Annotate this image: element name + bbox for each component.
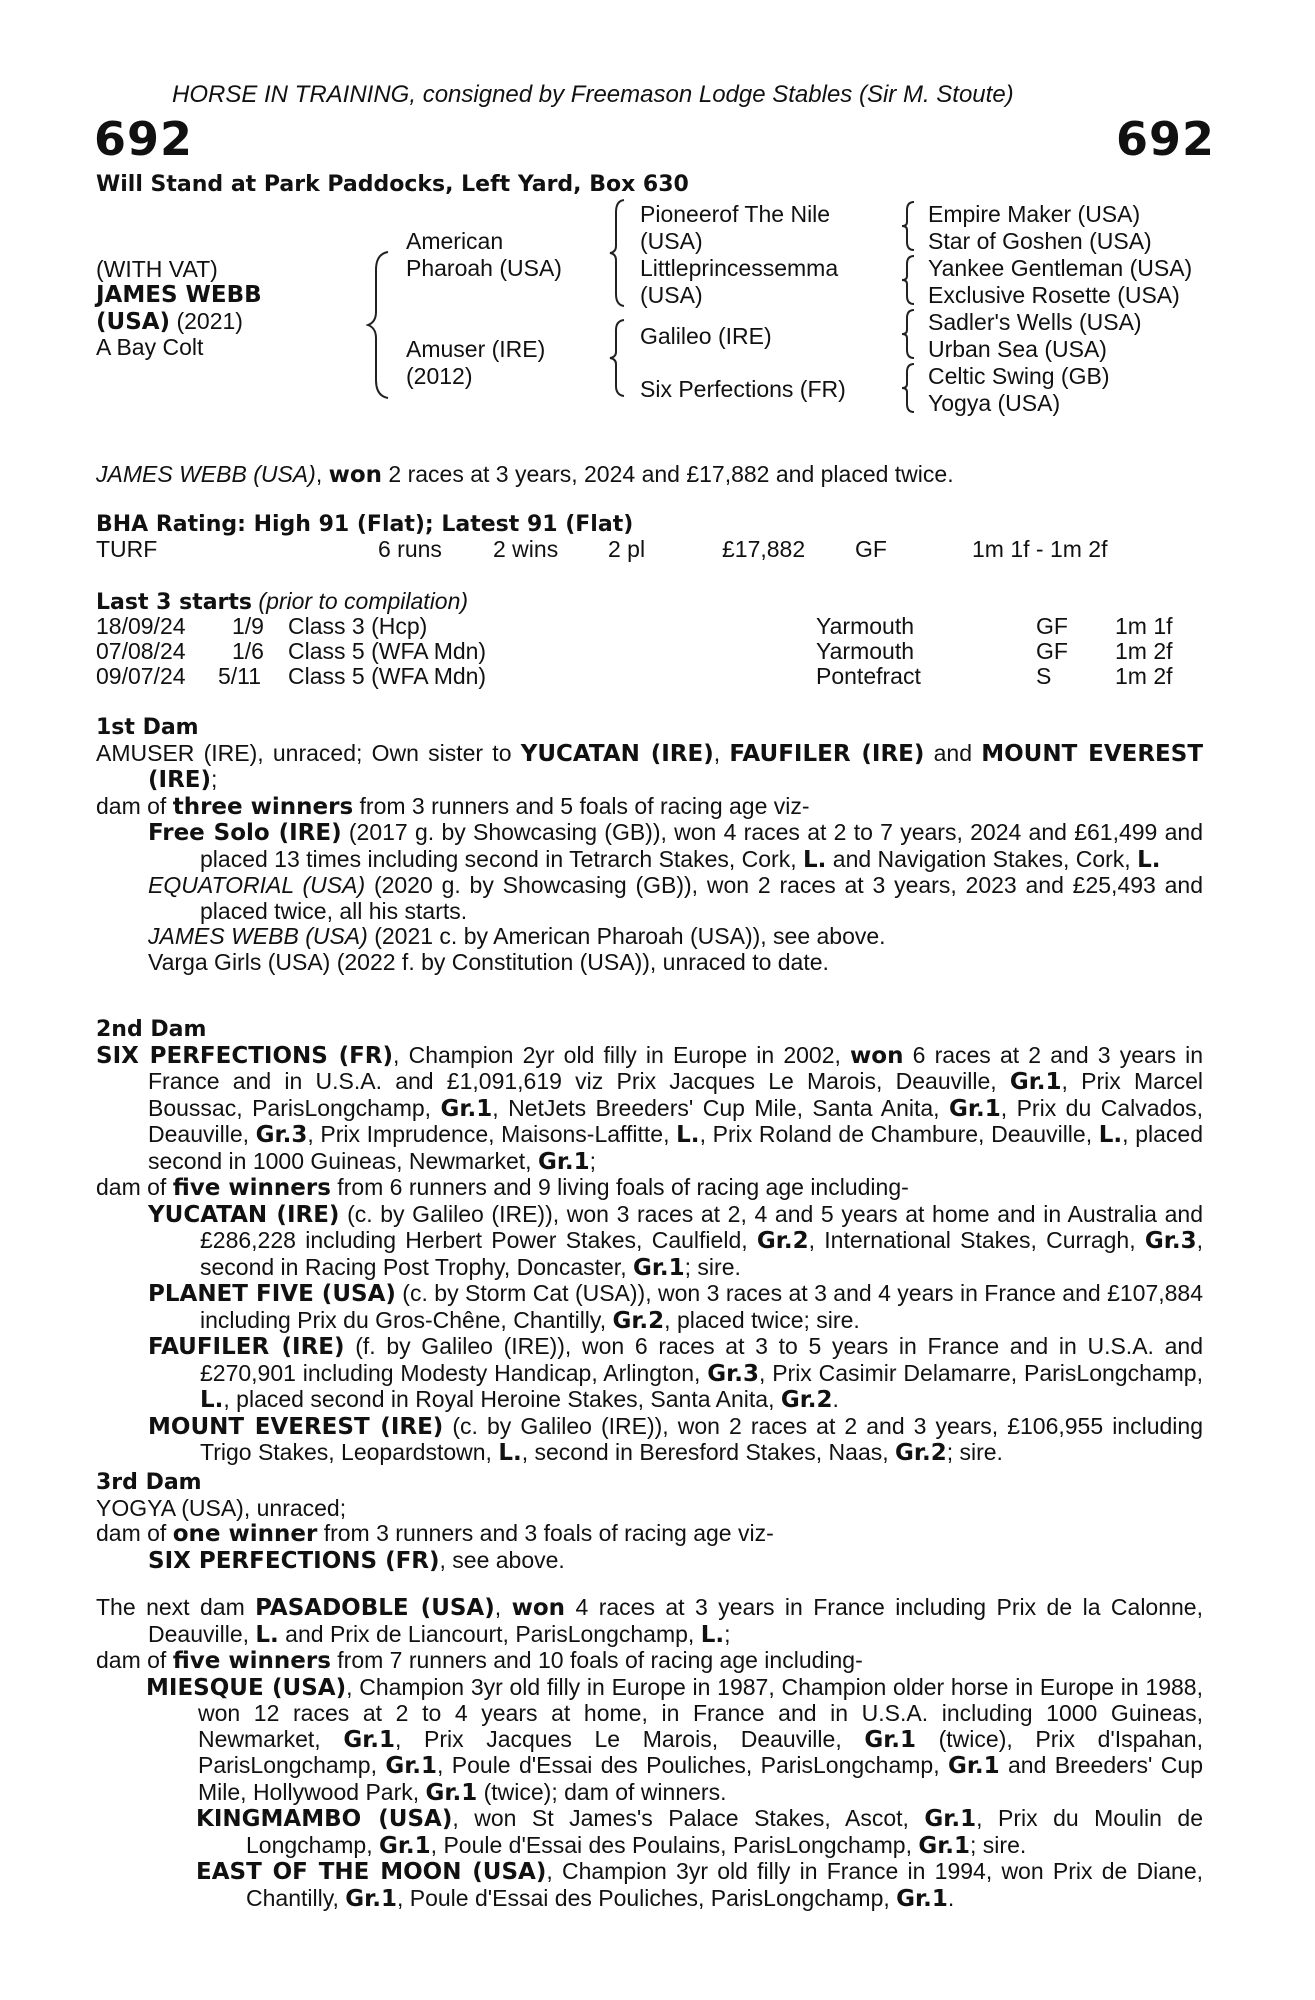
rating-going: GF xyxy=(855,536,887,562)
horse-year: (2021) xyxy=(176,308,243,334)
sire-name-line1: American xyxy=(406,228,504,254)
pedigree-brace-main xyxy=(366,250,396,400)
dds: Celtic Swing (GB) xyxy=(928,363,1110,389)
stand-location: Will Stand at Park Paddocks, Left Yard, Box 630 xyxy=(96,172,689,197)
produce-mount-everest: MOUNT EVEREST (IRE) (c. by Galileo (IRE)), won 2 races at 2 and 3 years, £106,955 including Trigo Stakes, Leopardstown, L., second in Beresford Stakes, Naas, Gr.2; sire. xyxy=(148,1412,1203,1466)
start-going: GF xyxy=(1036,613,1068,639)
produce-equatorial: EQUATORIAL (USA) (2020 g. by Showcasing (GB)), won 2 races at 3 years, 2023 and £25,493 and placed twice, all his starts. xyxy=(148,872,1204,924)
horse-description: A Bay Colt xyxy=(96,334,204,360)
rating-wins: 2 wins xyxy=(493,536,559,562)
next-dam-produce-summary: dam of five winners from 7 runners and 10 foals of racing age including- xyxy=(96,1647,863,1674)
winner-count: one winner xyxy=(172,1521,318,1547)
start-race: Class 5 (WFA Mdn) xyxy=(288,638,487,664)
sibling-faufiler: FAUFILER (IRE) xyxy=(729,740,925,767)
start-dist: 1m 1f xyxy=(1115,613,1173,639)
second-dam-heading: 2nd Dam xyxy=(96,1017,207,1042)
winner-count: five winners xyxy=(172,1648,331,1674)
produce-kingmambo: KINGMAMBO (USA), won St James's Palace Stakes, Ascot, Gr.1, Prix du Moulin de Longchamp, Gr.1, Poule d'Essai des Poulains, ParisLongchamp, Gr.1; sire. xyxy=(196,1805,1203,1859)
start-pos: 5/11 xyxy=(218,663,262,689)
pedigree-brace-6 xyxy=(900,362,918,414)
sire-sire-line1: Pioneerof The Nile xyxy=(640,201,831,227)
second-dam-produce-summary: dam of five winners from 6 runners and 9 living foals of racing age including- xyxy=(96,1174,909,1201)
first-dam-section xyxy=(96,715,1203,975)
produce-name: KINGMAMBO (USA) xyxy=(196,1806,453,1832)
first-dam-intro: AMUSER (IRE), unraced; Own sister to YUCATAN (IRE), FAUFILER (IRE) and MOUNT EVEREST (IRE); xyxy=(96,739,1204,793)
produce-name: YUCATAN (IRE) xyxy=(148,1201,340,1228)
lot-number-left: 692 xyxy=(94,112,194,166)
bha-rating: BHA Rating: High 91 (Flat); Latest 91 (Flat) xyxy=(96,512,634,537)
produce-miesque: MIESQUE (USA), Champion 3yr old filly in Europe in 1987, Champion older horse in Europe in 1988, won 12 races at 2 to 4 years at home, in France and in U.S.A. including 1000 Guineas, Newmarket, Gr.1, Prix Jacques Le Marois, Deauville, Gr.1 (twice), Prix d'Ispahan, ParisLongchamp, Gr.1, Poule d'Essai des Pouliches, ParisLongchamp, Gr.1 and Breeders' Cup Mile, Hollywood Park, Gr.1 (twice); dam of winners. xyxy=(146,1673,1203,1806)
sss: Empire Maker (USA) xyxy=(928,201,1141,227)
horse-country: (USA) xyxy=(96,309,171,335)
summary-name: JAMES WEBB (USA) xyxy=(96,461,316,487)
rating-placed: 2 pl xyxy=(608,536,646,562)
first-dam-intro-text: AMUSER (IRE), unraced; Own sister to xyxy=(96,739,521,766)
dss: Sadler's Wells (USA) xyxy=(928,309,1142,335)
dam-dam: Six Perfections (FR) xyxy=(640,376,846,402)
sire-dam-line1: Littleprincessemma xyxy=(640,255,839,281)
second-dam-section xyxy=(96,1017,1203,1467)
third-dam-heading: 3rd Dam xyxy=(96,1470,202,1495)
first-dam-heading: 1st Dam xyxy=(96,715,199,740)
start-race: Class 5 (WFA Mdn) xyxy=(288,663,487,689)
third-dam-intro: YOGYA (USA), unraced; xyxy=(96,1494,347,1521)
dam-name-line2: (2012) xyxy=(406,363,473,389)
last-starts-heading xyxy=(96,589,468,616)
sire-sire-line2: (USA) xyxy=(640,228,703,254)
ddd: Yogya (USA) xyxy=(928,390,1061,416)
winner-count: three winners xyxy=(172,793,354,820)
sdd: Exclusive Rosette (USA) xyxy=(928,282,1180,308)
sibling-mount-everest: MOUNT EVEREST (IRE) xyxy=(148,740,1204,793)
start-dist: 1m 2f xyxy=(1115,663,1173,689)
horse-name: JAMES WEBB xyxy=(96,282,262,308)
produce-varga-girls: Varga Girls (USA) (2022 f. by Constitution (USA)), unraced to date. xyxy=(148,948,829,975)
third-dam-section xyxy=(96,1470,1203,1574)
vat-note: (WITH VAT) xyxy=(96,256,218,282)
second-dam-intro: SIX PERFECTIONS (FR), Champion 2yr old filly in Europe in 2002, won 6 races at 2 and 3 years in France and in U.S.A. and £1,091,619 viz Prix Jacques Le Marois, Deauville, Gr.1, Prix Marcel Boussac, ParisLongchamp, Gr.1, NetJets Breeders' Cup Mile, Santa Anita, Gr.1, Prix du Calvados, Deauville, Gr.3, Prix Imprudence, Maisons-Laffitte, L., Prix Roland de Chambure, Deauville, L., placed second in 1000 Guineas, Newmarket, Gr.1; xyxy=(96,1041,1204,1175)
lot-number-right: 692 xyxy=(1116,112,1216,166)
sire-name-line2: Pharoah (USA) xyxy=(406,255,562,281)
produce-east-of-the-moon: EAST OF THE MOON (USA), Champion 3yr old filly in France in 1994, won Prix de Diane, Chantilly, Gr.1, Poule d'Essai des Pouliches, ParisLongchamp, Gr.1. xyxy=(196,1858,1204,1912)
start-going: S xyxy=(1036,663,1052,689)
rating-surface: TURF xyxy=(96,536,158,562)
consignment-line: HORSE IN TRAINING, consigned by Freemason Lodge Stables (Sir M. Stoute) xyxy=(172,81,1014,108)
produce-james-webb: JAMES WEBB (USA) (2021 c. by American Pharoah (USA)), see above. xyxy=(148,923,886,949)
start-date: 09/07/24 xyxy=(96,663,186,689)
dam-sire: Galileo (IRE) xyxy=(640,323,772,349)
pedigree-brace-dam xyxy=(608,318,628,398)
race-summary: JAMES WEBB (USA), won 2 races at 3 years, 2024 and £17,882 and placed twice. xyxy=(96,461,954,488)
start-date: 18/09/24 xyxy=(96,613,186,639)
start-course: Yarmouth xyxy=(816,638,915,664)
start-pos: 1/9 xyxy=(232,613,264,639)
start-course: Pontefract xyxy=(816,663,921,689)
pedigree-brace-4 xyxy=(900,254,918,306)
rating-distance: 1m 1f - 1m 2f xyxy=(972,536,1108,562)
produce-name: EAST OF THE MOON (USA) xyxy=(196,1859,547,1885)
next-dam-intro: The next dam PASADOBLE (USA), won 4 races at 3 years in France including Prix de la Calonne, Deauville, L. and Prix de Liancourt, ParisLongchamp, L.; xyxy=(96,1594,1203,1648)
summary-rest: 2 races at 3 years, 2024 and £17,882 and placed twice. xyxy=(382,461,954,487)
start-going: GF xyxy=(1036,638,1068,664)
start-race: Class 3 (Hcp) xyxy=(288,613,428,639)
sibling-yucatan: YUCATAN (IRE) xyxy=(520,740,714,767)
produce-name: FAUFILER (IRE) xyxy=(148,1334,345,1360)
first-dam-produce-summary: dam of three winners from 3 runners and 5 foals of racing age viz- xyxy=(96,792,810,820)
start-course: Yarmouth xyxy=(816,613,915,639)
next-dam-section xyxy=(96,1595,1203,1912)
pedigree-brace-3 xyxy=(900,200,918,252)
produce-free-solo: Free Solo (IRE) (2017 g. by Showcasing (GB)), won 4 races at 2 to 7 years, 2024 and £61,499 and placed 13 times including second in Tetrarch Stakes, Cork, L. and Navigation Stakes, Cork, L. xyxy=(148,819,1203,873)
start-date: 07/08/24 xyxy=(96,638,186,664)
produce-yucatan: YUCATAN (IRE) (c. by Galileo (IRE)), won 3 races at 2, 4 and 5 years at home and in Australia and £286,228 including Herbert Power Stakes, Caulfield, Gr.2, International Stakes, Curragh, Gr.3, second in Racing Post Trophy, Doncaster, Gr.1; sire. xyxy=(148,1200,1203,1281)
winner-count: five winners xyxy=(172,1175,331,1201)
start-dist: 1m 2f xyxy=(1115,638,1173,664)
dsd: Urban Sea (USA) xyxy=(928,336,1107,362)
dam-name: PASADOBLE (USA) xyxy=(255,1595,495,1621)
ssd: Star of Goshen (USA) xyxy=(928,228,1152,254)
produce-faufiler: FAUFILER (IRE) (f. by Galileo (IRE)), won 6 races at 3 to 5 years in France and in U.S.A. and £270,901 including Modesty Handicap, Arlington, Gr.3, Prix Casimir Delamarre, ParisLongchamp, L., placed second in Royal Heroine Stakes, Santa Anita, Gr.2. xyxy=(148,1333,1203,1413)
pedigree-brace-sire xyxy=(608,198,628,308)
produce-planet-five: PLANET FIVE (USA) (c. by Storm Cat (USA)), won 3 races at 3 and 4 years in France and £107,884 including Prix du Gros-Chêne, Chantilly, Gr.2, placed twice; sire. xyxy=(148,1280,1204,1334)
produce-name: EQUATORIAL (USA) xyxy=(148,872,366,898)
summary-won: won xyxy=(328,462,383,488)
produce-name: Free Solo (IRE) xyxy=(148,820,342,846)
sds: Yankee Gentleman (USA) xyxy=(928,255,1193,281)
produce-name: MIESQUE (USA) xyxy=(146,1674,347,1701)
produce-name: SIX PERFECTIONS (FR) xyxy=(148,1547,440,1574)
dam-name-line1: Amuser (IRE) xyxy=(406,336,546,362)
sire-dam-line2: (USA) xyxy=(640,282,703,308)
rating-runs: 6 runs xyxy=(378,536,442,562)
produce-name: MOUNT EVEREST (IRE) xyxy=(148,1413,444,1440)
third-dam-produce-summary: dam of one winner from 3 runners and 3 foals of racing age viz- xyxy=(96,1520,774,1547)
produce-six-perfections: SIX PERFECTIONS (FR), see above. xyxy=(148,1546,565,1574)
last-starts-note: (prior to compilation) xyxy=(258,588,469,614)
dam-name: SIX PERFECTIONS (FR) xyxy=(96,1042,394,1069)
produce-name: JAMES WEBB (USA) xyxy=(148,923,368,949)
horse-origin xyxy=(96,309,243,336)
last-starts-title: Last 3 starts xyxy=(96,590,253,615)
produce-name: PLANET FIVE (USA) xyxy=(148,1281,396,1307)
start-pos: 1/6 xyxy=(232,638,264,664)
pedigree-brace-5 xyxy=(900,308,918,360)
rating-earnings: £17,882 xyxy=(722,536,806,562)
